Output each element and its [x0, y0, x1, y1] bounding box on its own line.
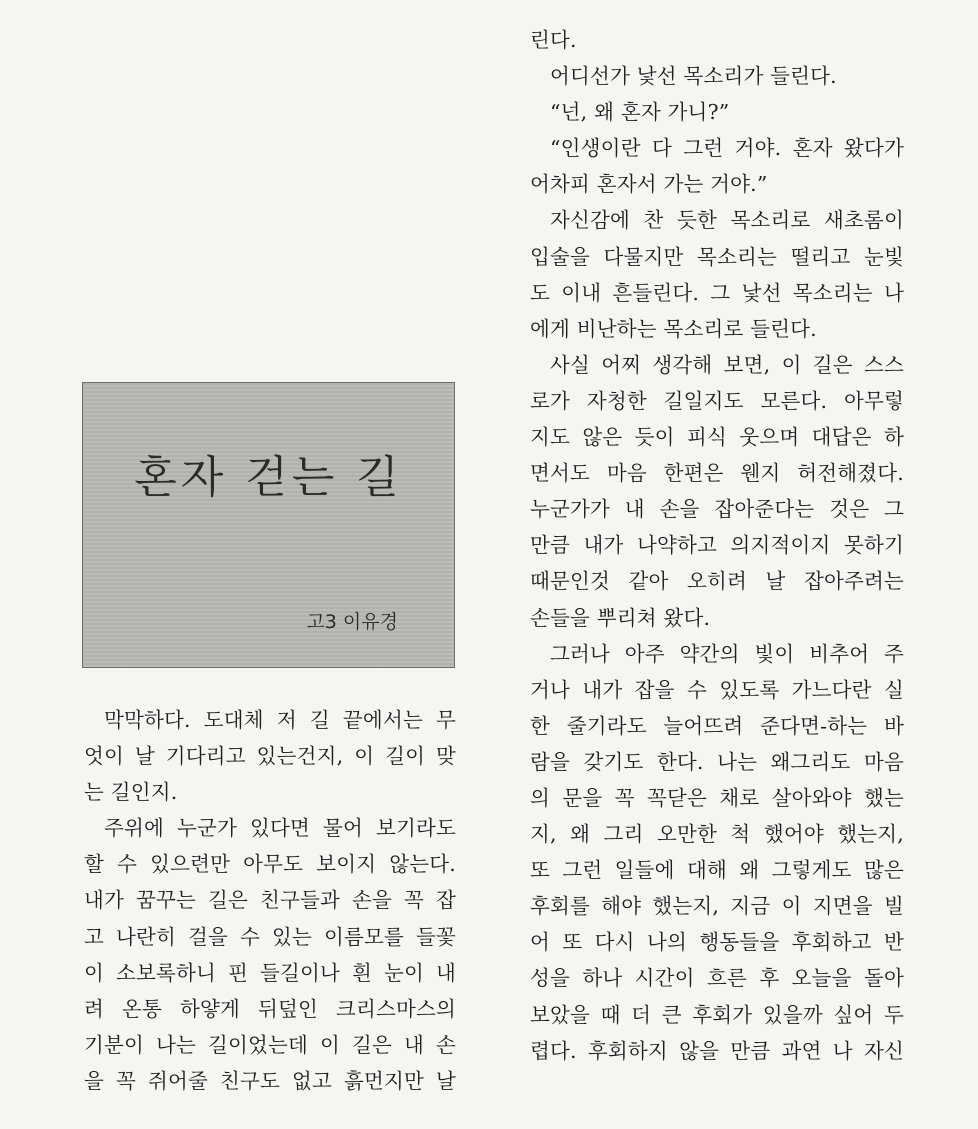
text-line: 람을 갖기도 한다. 나는 왜그리도 마음 [530, 749, 904, 774]
text-line: 성을 하나 시간이 흐른 후 오늘을 돌아 [530, 966, 904, 991]
text-line: 도 이내 흔들린다. 그 낯선 목소리는 나 [530, 280, 904, 305]
text-line: 막막하다. 도대체 저 길 끝에서는 무 [104, 708, 456, 732]
text-line: 거나 내가 잡을 수 있도록 가느다란 실 [530, 677, 904, 702]
text-line: 할 수 있으련만 아무도 보이지 않는다. [84, 852, 456, 877]
text-line: 려 온통 하얗게 뒤덮인 크리스마스의 [84, 996, 456, 1021]
text-line: 입술을 다물지만 목소리는 떨리고 눈빛 [530, 244, 904, 269]
text-line: 또 그런 일들에 대해 왜 그렇게도 많은 [530, 858, 904, 883]
text-line: 렵다. 후회하지 않을 만큼 과연 나 자신 [530, 1038, 904, 1063]
text-line: 이 소보록하니 핀 들길이나 흰 눈이 내 [84, 960, 456, 985]
text-line: 지도 않은 듯이 피식 웃으며 대답은 하 [530, 425, 904, 450]
text-line: 누군가가 내 손을 잡아준다는 것은 그 [530, 497, 904, 522]
article-title: 혼자 걷는 길 [134, 452, 403, 503]
text-line: 기분이 나는 길이었는데 이 길은 내 손 [84, 1032, 456, 1057]
text-line: 자신감에 찬 듯한 목소리로 새초롬이 [550, 208, 904, 233]
text-line: 만큼 내가 나약하고 의지적이지 못하기 [530, 533, 904, 558]
text-line: 내가 꿈꾸는 길은 친구들과 손을 꼭 잡 [84, 888, 456, 913]
text-line: 로가 자청한 길일지도 모른다. 아무렇 [530, 388, 904, 413]
text-line: 때문인것 같아 오히려 날 잡아주려는 [530, 569, 904, 594]
text-line: 어 또 다시 나의 행동들을 후회하고 반 [530, 930, 904, 955]
text-line: 을 꼭 쥐어줄 친구도 없고 흙먼지만 날 [84, 1068, 456, 1093]
title-box [82, 382, 455, 668]
text-line: 한 줄기라도 늘어뜨려 준다면-하는 바 [530, 713, 904, 738]
text-line: 고 나란히 걸을 수 있는 이름모를 들꽃 [84, 924, 456, 949]
text-line: 사실 어찌 생각해 보면, 이 길은 스스 [550, 352, 904, 377]
text-line: 어디선가 낯선 목소리가 들린다. [550, 64, 837, 89]
text-line: 그러나 아주 약간의 빛이 비추어 주 [550, 641, 904, 666]
text-line: 후회를 해야 했는지, 지금 이 지면을 빌 [530, 894, 904, 919]
text-line: 엇이 날 기다리고 있는건지, 이 길이 맞 [84, 744, 456, 769]
text-line: 주위에 누군가 있다면 물어 보기라도 [104, 816, 456, 841]
text-line: 린다. [530, 28, 577, 52]
text-line: “넌, 왜 혼자 가니?” [550, 100, 730, 125]
text-line: 는 길인지. [84, 780, 178, 805]
left-text-column [84, 702, 456, 1099]
text-line: 손들을 뿌리쳐 왔다. [530, 605, 711, 630]
text-line: 어차피 혼자서 가는 거야.” [530, 172, 768, 197]
text-line: 면서도 마음 한편은 웬지 허전해졌다. [530, 461, 904, 486]
text-line: 에게 비난하는 목소리로 들린다. [530, 316, 817, 341]
article-author: 고3 이유경 [306, 611, 398, 633]
text-line: “인생이란 다 그런 거야. 혼자 왔다가 [550, 136, 904, 161]
text-line: 보았을 때 더 큰 후회가 있을까 싶어 두 [530, 1002, 904, 1027]
text-line: 의 문을 꼭 꼭닫은 채로 살아와야 했는 [530, 785, 904, 810]
text-line: 지, 왜 그리 오만한 척 했어야 했는지, [530, 822, 904, 847]
right-text-column [530, 22, 904, 1069]
